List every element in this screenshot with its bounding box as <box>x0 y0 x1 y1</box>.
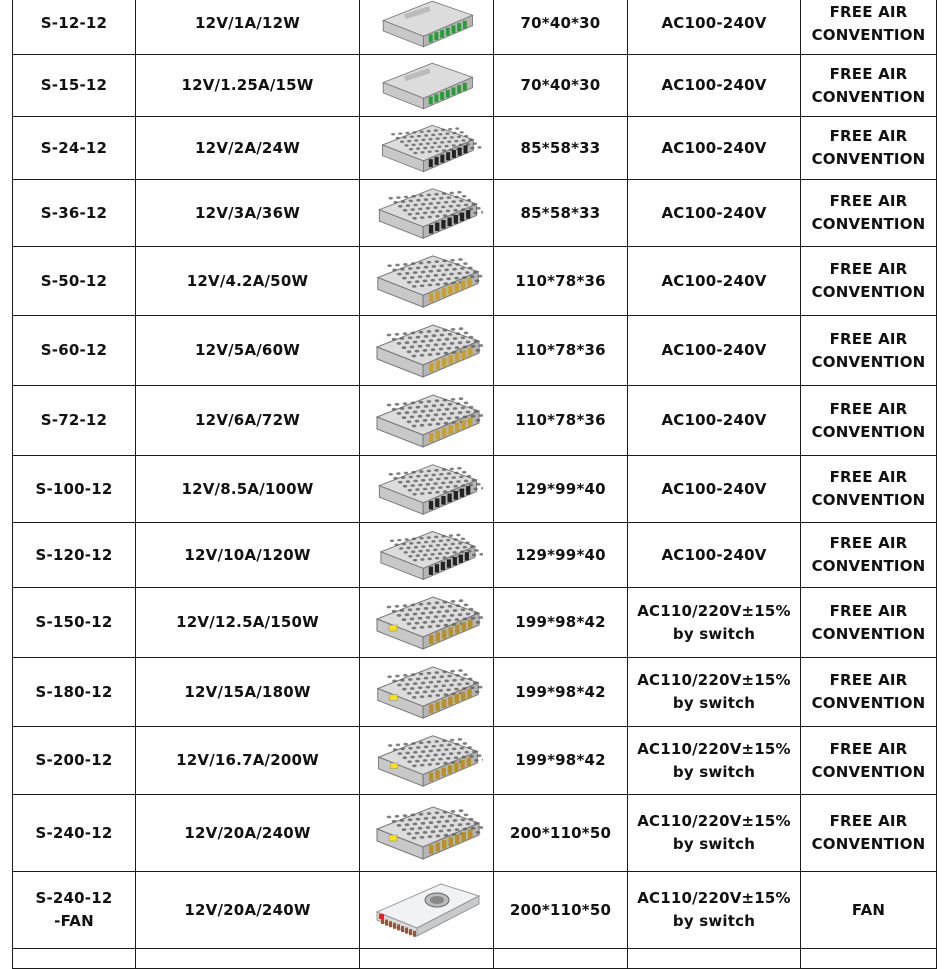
input-voltage-cell-line: by switch <box>628 692 800 715</box>
table-row <box>13 949 937 969</box>
model-cell-line: S-120-12 <box>13 544 135 567</box>
input-voltage-cell <box>628 0 801 55</box>
model-cell <box>13 872 136 949</box>
cooling-cell-line: FREE AIR <box>801 258 936 281</box>
power-supply-photo <box>371 0 483 52</box>
input-voltage-cell <box>628 180 801 247</box>
input-voltage-cell <box>628 795 801 872</box>
table-row <box>13 0 937 55</box>
model-cell-line: S-36-12 <box>13 202 135 225</box>
power-supply-photo <box>371 878 483 942</box>
dimensions-cell: 129*99*40 <box>494 456 628 523</box>
cooling-cell <box>801 795 937 872</box>
power-supply-photo <box>371 250 483 313</box>
model-cell <box>13 180 136 247</box>
product-image-cell <box>360 658 494 727</box>
output-spec-cell: 12V/2A/24W <box>136 117 360 180</box>
dimensions-cell: 200*110*50 <box>494 795 628 872</box>
output-spec-cell: 12V/3A/36W <box>136 180 360 247</box>
output-spec-cell: 12V/8.5A/100W <box>136 456 360 523</box>
output-spec-cell: 12V/1.25A/15W <box>136 55 360 117</box>
table-row <box>13 180 937 247</box>
cooling-cell <box>801 658 937 727</box>
product-image-cell <box>360 795 494 872</box>
output-spec-cell: 12V/12.5A/150W <box>136 588 360 658</box>
output-spec-cell: 12V/5A/60W <box>136 316 360 386</box>
model-cell <box>13 386 136 456</box>
input-voltage-cell <box>628 456 801 523</box>
dimensions-cell: 110*78*36 <box>494 247 628 316</box>
model-cell <box>13 795 136 872</box>
model-cell <box>13 949 136 969</box>
cooling-cell-line: FAN <box>801 899 936 922</box>
model-cell-line: S-240-12 <box>13 822 135 845</box>
input-voltage-cell-line: AC100-240V <box>628 270 800 293</box>
cooling-cell-line: FREE AIR <box>801 532 936 555</box>
input-voltage-cell-line: AC110/220V±15% <box>628 669 800 692</box>
cooling-cell-line: CONVENTION <box>801 692 936 715</box>
input-voltage-cell-line: AC110/220V±15% <box>628 887 800 910</box>
cooling-cell <box>801 456 937 523</box>
cooling-cell <box>801 55 937 117</box>
input-voltage-cell-line: AC100-240V <box>628 202 800 225</box>
output-spec-cell: 12V/16.7A/200W <box>136 727 360 795</box>
cooling-cell-line: CONVENTION <box>801 86 936 109</box>
model-cell-line: S-24-12 <box>13 137 135 160</box>
model-cell-line: S-50-12 <box>13 270 135 293</box>
product-image-cell <box>360 247 494 316</box>
product-image-cell <box>360 0 494 55</box>
cooling-cell <box>801 523 937 588</box>
model-cell-line: S-150-12 <box>13 611 135 634</box>
cooling-cell <box>801 0 937 55</box>
cooling-cell-line: FREE AIR <box>801 125 936 148</box>
power-supply-photo <box>371 801 483 865</box>
cooling-cell-line: FREE AIR <box>801 600 936 623</box>
dimensions-cell: 110*78*36 <box>494 386 628 456</box>
power-supply-photo <box>371 58 483 114</box>
table-row <box>13 55 937 117</box>
output-spec-cell: 12V/6A/72W <box>136 386 360 456</box>
dimensions-cell: 199*98*42 <box>494 727 628 795</box>
power-supply-photo <box>371 319 483 383</box>
model-cell-line: -FAN <box>13 910 135 933</box>
product-image-cell <box>360 456 494 523</box>
output-spec-cell: 12V/1A/12W <box>136 0 360 55</box>
dimensions-cell: 199*98*42 <box>494 658 628 727</box>
cooling-cell <box>801 117 937 180</box>
model-cell <box>13 456 136 523</box>
product-image-cell <box>360 949 494 969</box>
model-cell-line: S-12-12 <box>13 12 135 35</box>
cooling-cell-line: CONVENTION <box>801 761 936 784</box>
cooling-cell-line: CONVENTION <box>801 213 936 236</box>
dimensions-cell: 85*58*33 <box>494 117 628 180</box>
cooling-cell-line: CONVENTION <box>801 555 936 578</box>
model-cell <box>13 316 136 386</box>
model-cell-line: S-100-12 <box>13 478 135 501</box>
input-voltage-cell-line: by switch <box>628 761 800 784</box>
product-image-cell <box>360 588 494 658</box>
cooling-cell-line: FREE AIR <box>801 328 936 351</box>
dimensions-cell: 129*99*40 <box>494 523 628 588</box>
input-voltage-cell-line: AC100-240V <box>628 478 800 501</box>
power-supply-photo <box>371 591 483 655</box>
output-spec-cell: 12V/4.2A/50W <box>136 247 360 316</box>
input-voltage-cell-line: AC100-240V <box>628 544 800 567</box>
output-spec-cell <box>136 949 360 969</box>
table-row <box>13 117 937 180</box>
power-supply-photo <box>371 459 483 520</box>
table-row <box>13 456 937 523</box>
cooling-cell-line: CONVENTION <box>801 24 936 47</box>
table-row <box>13 588 937 658</box>
input-voltage-cell-line: AC110/220V±15% <box>628 600 800 623</box>
input-voltage-cell-line: AC100-240V <box>628 137 800 160</box>
model-cell <box>13 117 136 180</box>
product-image-cell <box>360 180 494 247</box>
cooling-cell-line: FREE AIR <box>801 398 936 421</box>
cooling-cell <box>801 180 937 247</box>
input-voltage-cell <box>628 727 801 795</box>
model-cell-line: S-200-12 <box>13 749 135 772</box>
spec-table <box>12 0 937 969</box>
input-voltage-cell <box>628 386 801 456</box>
dimensions-cell: 70*40*30 <box>494 0 628 55</box>
power-supply-photo <box>371 730 483 792</box>
input-voltage-cell-line: by switch <box>628 623 800 646</box>
spec-table-body <box>13 0 937 969</box>
input-voltage-cell <box>628 949 801 969</box>
input-voltage-cell-line: AC100-240V <box>628 74 800 97</box>
input-voltage-cell-line: by switch <box>628 833 800 856</box>
product-image-cell <box>360 55 494 117</box>
dimensions-cell: 200*110*50 <box>494 872 628 949</box>
power-supply-photo <box>371 526 483 585</box>
model-cell-line: S-72-12 <box>13 409 135 432</box>
output-spec-cell: 12V/15A/180W <box>136 658 360 727</box>
dimensions-cell: 85*58*33 <box>494 180 628 247</box>
table-row <box>13 727 937 795</box>
input-voltage-cell-line: AC100-240V <box>628 409 800 432</box>
table-row <box>13 872 937 949</box>
cooling-cell <box>801 949 937 969</box>
model-cell-line: S-60-12 <box>13 339 135 362</box>
product-image-cell <box>360 386 494 456</box>
power-supply-photo <box>371 952 483 966</box>
cooling-cell <box>801 316 937 386</box>
input-voltage-cell <box>628 117 801 180</box>
input-voltage-cell <box>628 872 801 949</box>
input-voltage-cell-line: AC100-240V <box>628 339 800 362</box>
input-voltage-cell-line: AC110/220V±15% <box>628 810 800 833</box>
model-cell <box>13 55 136 117</box>
table-row <box>13 523 937 588</box>
power-supply-photo <box>371 183 483 244</box>
power-supply-photo <box>371 661 483 724</box>
dimensions-cell: 70*40*30 <box>494 55 628 117</box>
output-spec-cell: 12V/10A/120W <box>136 523 360 588</box>
product-image-cell <box>360 523 494 588</box>
product-image-cell <box>360 872 494 949</box>
cooling-cell-line: CONVENTION <box>801 351 936 374</box>
cooling-cell-line: CONVENTION <box>801 833 936 856</box>
product-image-cell <box>360 316 494 386</box>
power-supply-photo <box>371 120 483 177</box>
cooling-cell-line: CONVENTION <box>801 281 936 304</box>
dimensions-cell: 110*78*36 <box>494 316 628 386</box>
cooling-cell <box>801 247 937 316</box>
dimensions-cell <box>494 949 628 969</box>
output-spec-cell: 12V/20A/240W <box>136 795 360 872</box>
model-cell-line: S-240-12 <box>13 887 135 910</box>
cooling-cell-line: CONVENTION <box>801 489 936 512</box>
cooling-cell <box>801 872 937 949</box>
cooling-cell-line: CONVENTION <box>801 148 936 171</box>
input-voltage-cell <box>628 658 801 727</box>
input-voltage-cell <box>628 55 801 117</box>
input-voltage-cell <box>628 588 801 658</box>
product-image-cell <box>360 117 494 180</box>
input-voltage-cell <box>628 247 801 316</box>
dimensions-cell: 199*98*42 <box>494 588 628 658</box>
product-image-cell <box>360 727 494 795</box>
input-voltage-cell <box>628 523 801 588</box>
cooling-cell-line: FREE AIR <box>801 738 936 761</box>
cooling-cell-line: CONVENTION <box>801 421 936 444</box>
table-row <box>13 658 937 727</box>
power-supply-photo <box>371 389 483 453</box>
input-voltage-cell <box>628 316 801 386</box>
input-voltage-cell-line: AC100-240V <box>628 12 800 35</box>
model-cell <box>13 523 136 588</box>
cooling-cell-line: FREE AIR <box>801 1 936 24</box>
cooling-cell <box>801 588 937 658</box>
cooling-cell-line: CONVENTION <box>801 623 936 646</box>
model-cell-line: S-15-12 <box>13 74 135 97</box>
table-row <box>13 247 937 316</box>
output-spec-cell: 12V/20A/240W <box>136 872 360 949</box>
model-cell <box>13 588 136 658</box>
cooling-cell-line: FREE AIR <box>801 669 936 692</box>
cooling-cell-line: FREE AIR <box>801 190 936 213</box>
cooling-cell-line: FREE AIR <box>801 810 936 833</box>
model-cell <box>13 658 136 727</box>
input-voltage-cell-line: AC110/220V±15% <box>628 738 800 761</box>
table-row <box>13 316 937 386</box>
table-row <box>13 795 937 872</box>
cooling-cell <box>801 386 937 456</box>
table-row <box>13 386 937 456</box>
model-cell <box>13 727 136 795</box>
cooling-cell <box>801 727 937 795</box>
input-voltage-cell-line: by switch <box>628 910 800 933</box>
model-cell-line: S-180-12 <box>13 681 135 704</box>
cooling-cell-line: FREE AIR <box>801 466 936 489</box>
model-cell <box>13 0 136 55</box>
model-cell <box>13 247 136 316</box>
cooling-cell-line: FREE AIR <box>801 63 936 86</box>
